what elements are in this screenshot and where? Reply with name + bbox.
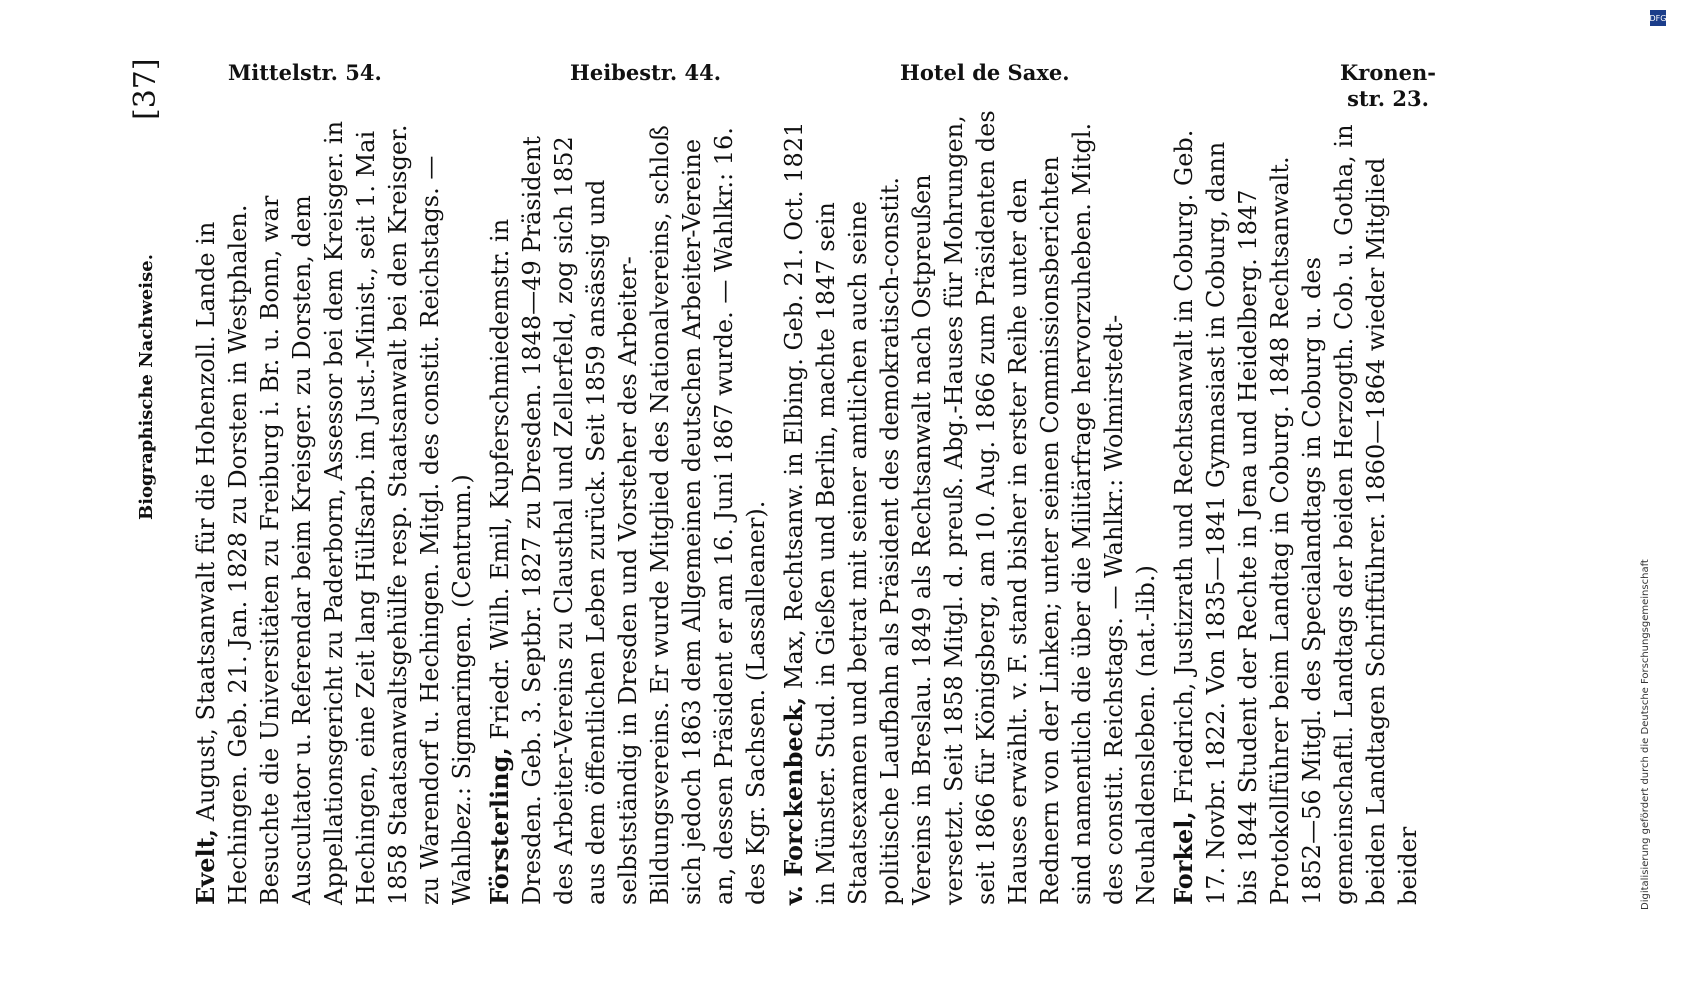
entry-name: Evelt, <box>191 828 220 905</box>
entry-text: Friedrich, Justizrath und Rechtsanwalt in Coburg. Geb. 17. Novbr. 1822. Von 1835—1841 Gymnasiast in Coburg, dann bis 1844 Student der Rechte in Jena und Heidelberg. 1847 Protokollführer beim Landtag in Coburg. 1848 Rechtsanwalt. 1852—56 Mitgl. des Specialandtags in Coburg u. des gemeinschaftl. Landtags der beiden Herzogth. Cob. u. Gotha, in beiden Landtagen Schriftführer. 1860—1864 wieder Mitglied beider <box>1170 124 1422 905</box>
entry-forkel <box>1168 105 1424 905</box>
running-title: Biographische Nachweise. <box>136 253 157 520</box>
digitization-credit: Digitalisierung gefördert durch die Deutsche Forschungsgemeinschaft <box>1640 559 1651 910</box>
entry-foersterling <box>484 105 772 905</box>
entry-name: Forkel, <box>1169 811 1198 905</box>
column-header-1: Mittelstr. 54. <box>228 60 382 85</box>
entry-party: (Centrum.) <box>448 474 476 608</box>
entry-party: (nat.-lib.) <box>1132 565 1160 678</box>
entry-evelt <box>190 105 478 905</box>
page-number: [37] <box>128 58 163 120</box>
entry-party: (Lassalleaner). <box>742 500 770 682</box>
entry-name: Försterling, <box>485 747 514 905</box>
dfg-logo: DFG <box>1650 10 1666 26</box>
entries-list <box>190 105 1424 905</box>
left-margin <box>118 58 188 940</box>
column-header-4-text: Kronen- str. 23. <box>1340 60 1436 111</box>
column-header-3: Hotel de Saxe. <box>900 60 1070 85</box>
entry-name: v. Forckenbeck, <box>779 696 808 905</box>
entry-forckenbeck <box>778 105 1162 905</box>
entry-text: August, Staatsanwalt für die Hohenzoll. Lande in Hechingen. Geb. 21. Jan. 1828 zu Dorsten in Westphalen. Besuchte die Universitäten zu Freiburg i. Br. u. Bonn, war Auscultator u. Referendar beim Kreisger. zu Dorsten, dem Appellationsgericht zu Paderborn, Assessor bei dem Kreisger. in Hechingen, eine Zeit lang Hülfsarb. im Just.-Minist., seit 1. Mai 1858 Staatsanwaltsgehülfe resp. Staatsanwalt bei den Kreisger. zu Warendorf u. Hechingen. Mitgl. des constit. Reichstags. — Wahlbez.: Sigmaringen. <box>192 120 476 905</box>
column-header-2: Heibestr. 44. <box>570 60 722 85</box>
entry-text: Max, Rechtsanw. in Elbing. Geb. 21. Oct. 1821 in Münster. Stud. in Gießen und Berlin, machte 1847 sein Staatsexamen und betrat mit seiner amtlichen auch seine politische Laufbahn als Präsident des demokratisch-constit. Vereins in Breslau. 1849 als Rechtsanwalt nach Ostpreußen versetzt. Seit 1858 Mitgl. d. preuß. Abg.-Hauses für Mohrungen, seit 1866 für Königsberg, am 10. Aug. 1866 zum Präsidenten des Hauses erwählt. v. F. stand bisher in erster Reihe unter den Rednern von der Linken; unter seinen Commissionsberichten sind namentlich die über die Militärfrage hervorzuheben. Mitgl. des constit. Reichstags. — Wahlkr.: Wolmirstedt-Neuhaldensleben. <box>780 110 1160 905</box>
body-text-block <box>190 105 1430 905</box>
entry-text: Friedr. Wilh. Emil, Kupferschmiedemstr. in Dresden. Geb. 3. Septbr. 1827 zu Dresden. 1848—49 Präsident des Arbeiter-Vereins zu Clausthal und Zellerfeld, zog sich 1852 aus dem öffentlichen Leben zurück. Seit 1859 ansässig und selbstständig in Dresden und Vorsteher des Arbeiter-Bildungsvereins. Er wurde Mitglied des Nationalvereins, schloß sich jedoch 1863 dem Allgemeinen deutschen Arbeiter-Vereine an, dessen Präsident er am 16. Juni 1867 wurde. — Wahlkr.: 16. des Kgr. Sachsen. <box>486 125 770 905</box>
